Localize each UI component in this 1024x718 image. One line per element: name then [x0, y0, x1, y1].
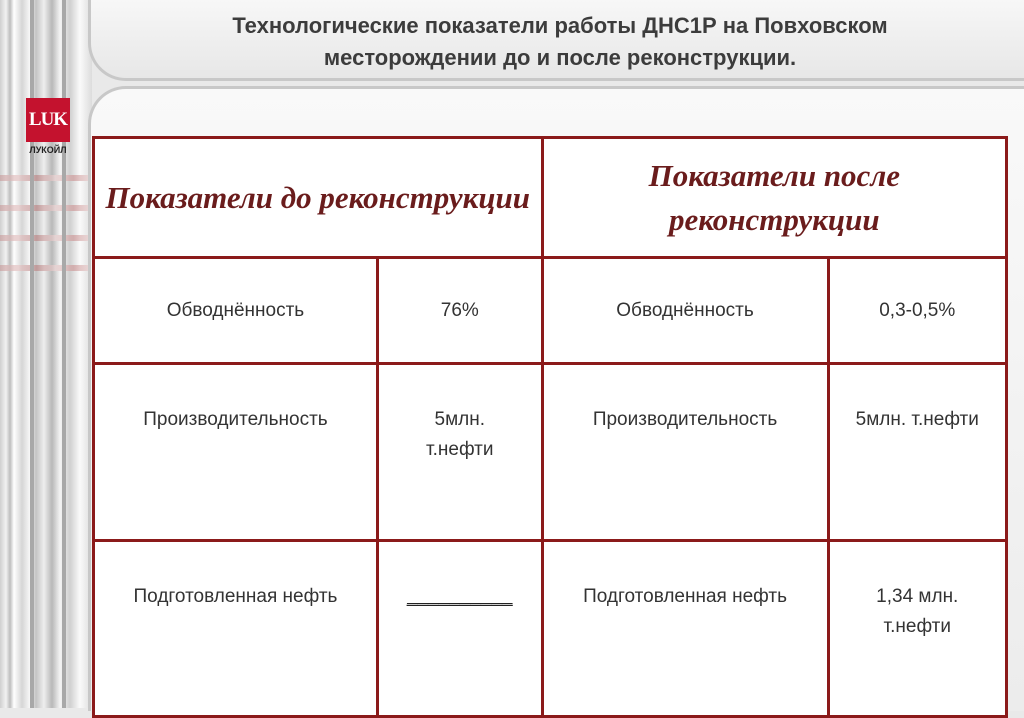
- value-after-cell: 0,3-0,5%: [828, 258, 1007, 364]
- param-after-cell: Обводнённость: [542, 258, 828, 364]
- table-row: [94, 541, 1007, 717]
- param-before-cell: Производительность: [94, 364, 378, 541]
- param-after-cell: Производительность: [542, 364, 828, 541]
- lukoil-logo-icon: [26, 98, 70, 142]
- header-before: Показатели до реконструкции: [94, 138, 543, 258]
- indicators-table: [92, 136, 1008, 718]
- logo-mark: LUK: [28, 109, 68, 130]
- value-after-cell: 1,34 млн. т.нефти: [828, 541, 1007, 717]
- value-before-cell: __________: [377, 541, 542, 717]
- param-before-cell: Подготовленная нефть: [94, 541, 378, 717]
- value-before-cell: 76%: [377, 258, 542, 364]
- slide-title-line-2: месторождении до и после реконструкции.: [323, 45, 797, 70]
- slide-title: [120, 10, 1000, 74]
- logo-caption: ЛУКОЙЛ: [29, 145, 67, 155]
- table-header-row: [94, 138, 1007, 258]
- param-after-cell: Подготовленная нефть: [542, 541, 828, 717]
- table-row: [94, 364, 1007, 541]
- header-after: Показатели после реконструкции: [542, 138, 1006, 258]
- param-before-cell: Обводнённость: [94, 258, 378, 364]
- table-row: [94, 258, 1007, 364]
- slide-title-line-1: Технологические показатели работы ДНС1Р на Повховском: [232, 13, 888, 38]
- value-after-cell: 5млн. т.нефти: [828, 364, 1007, 541]
- value-before-cell: 5млн. т.нефти: [377, 364, 542, 541]
